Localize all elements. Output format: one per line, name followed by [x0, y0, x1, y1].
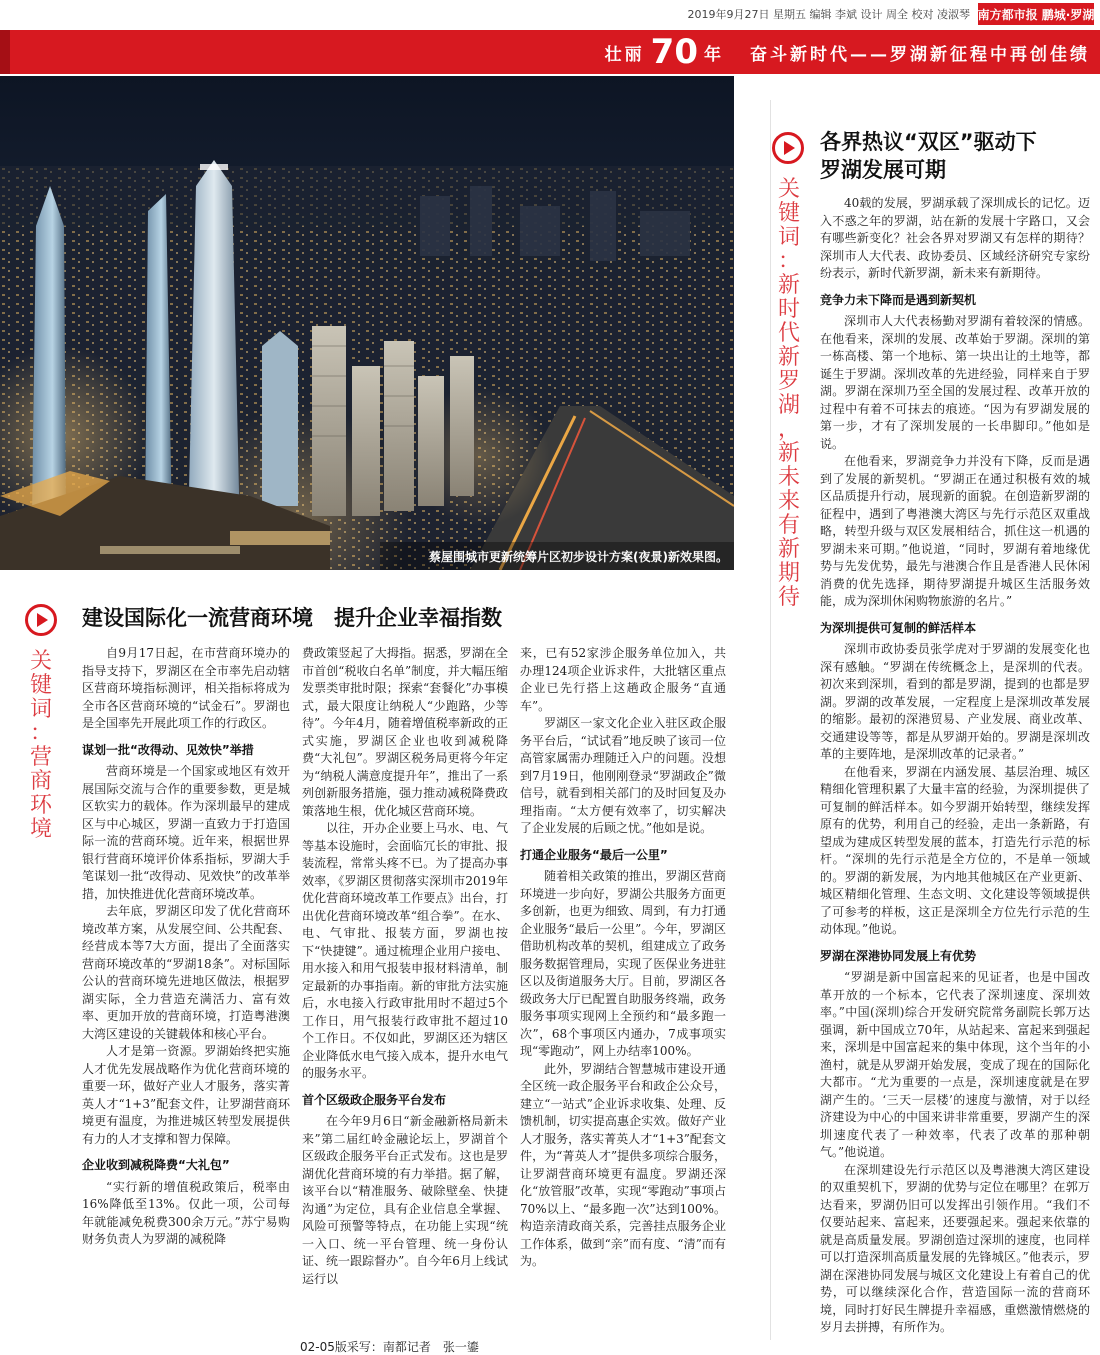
banner-number: 70 [650, 32, 698, 72]
paragraph: 来，已有52家涉企服务单位加入，共办理124项企业诉求件，大批辖区重点企业已先行搭上这趟政企服务“直通车”。 [520, 646, 726, 713]
banner-slogan [440, 30, 1090, 74]
keyword-char: 新 [777, 273, 800, 298]
paragraph: 费政策竖起了大拇指。据悉，罗湖在全市首创“税收白名单”制度，并大幅压缩发票类审批时限；探索“套餐化”办事模式，最大限度让纳税人“少跑路，少等待”。今年4月，随着增值税率新政的正式实施，罗湖区企业也收到减税降费“大礼包”。罗湖区税务局更将今年定为“纳税人满意度提升年”，推出了一系列创新服务措施，强力推动减税降费政策落地生根，优化城区营商环境。 [302, 646, 508, 818]
paragraph: 人才是第一资源。罗湖始终把实施人才优先发展战略作为优化营商环境的重要一环，做好产业人才服务，落实菁英人才“1+3”配套文件，让罗湖营商环境更有温度，为推进城区转型发展提供有力的人才支撑和智力保障。 [82, 1044, 290, 1146]
banner-accent [0, 30, 10, 74]
paragraph: 自9月17日起，在市营商环境办的指导支持下，罗湖区在全市率先启动辖区营商环境指标测评，相关指标将成为全市各区营商环境的“试金石”。罗湖也是全国率先开展此项工作的行政区。 [82, 646, 290, 730]
headline-line-2: 罗湖发展可期 [820, 158, 946, 182]
paragraph: 在今年9月6日“新金融新格局新未来”第二届红岭金融论坛上，罗湖首个区级政企服务平台正式发布。这也是罗湖优化营商环境的有力举措。据了解，该平台以“精准服务、破除壁垒、快捷沟通”为定位，具有企业信息全掌握、风险可预警等特点，在功能上实现“统一入口、统一平台管理、统一身份认证、统一跟踪督办”。自今年6月上线试运行以 [302, 1114, 508, 1286]
keyword-char: 湖 [777, 393, 800, 418]
keyword-char: 关 [29, 649, 52, 674]
keyword-char: 键 [29, 673, 52, 698]
city-night-photo [0, 76, 734, 570]
left-article-column-2 [302, 645, 508, 1335]
paragraph: 深圳市人大代表杨勤对罗湖有着较深的情感。在他看来，深圳的发展、改革始于罗湖。深圳的第一栋高楼、第一个地标、第一块出让的土地等，都诞生于罗湖。深圳改革的先进经验，同样来自于罗湖。罗湖在深圳乃至全国的发展过程、改革开放的过程中有着不可抹去的痕迹。“因为有罗湖发展的第一步，才有了深圳发展的一长串脚印。”他如是说。 [820, 314, 1090, 451]
keyword-char: 有 [777, 513, 800, 538]
left-article-headline: 建设国际化一流营商环境 提升企业幸福指数 [82, 606, 502, 630]
keyword-char: 时 [777, 297, 800, 322]
keyword-char: 营 [29, 745, 52, 770]
banner-part-b: 年 [704, 44, 724, 65]
newspaper-logo: 南方都市报 鹏城·罗湖 [978, 3, 1094, 25]
right-article-headline [820, 128, 1090, 184]
reporter-byline: 02-05版采写：南都记者 张一鎏 [300, 1340, 479, 1354]
keyword-char: ： [777, 249, 800, 274]
subheading: 谋划一批“改得动、见效快”举措 [82, 742, 254, 757]
keyword-char: 期 [777, 561, 800, 586]
paragraph: 随着相关政策的推出，罗湖区营商环境进一步向好，罗湖公共服务方面更多创新，也更为细致、周到，有力打通企业服务“最后一公里”。今年，罗湖区借助机构改革的契机，组建成立了政务服务数据管理局，实现了医保业务进驻区以及街道服务大厅。目前，罗湖区各级政务大厅已配置自助服务终端，政务服务事项实现网上全预约和“最多跑一次”，68个事项区内通办，7成事项实现“零跑动”，网上办结率100%。 [520, 869, 726, 1058]
keyword-char: ： [29, 721, 52, 746]
headline-line-1: 各界热议“双区”驱动下 [820, 130, 1037, 154]
keyword-char: 键 [777, 201, 800, 226]
paragraph: 在他看来，罗湖竞争力并没有下降，反而是遇到了发展的新契机。“罗湖正在通过积极有效的城区品质提升行动，展现新的面貌。在创造新罗湖的征程中，遇到了粤港澳大湾区与先行示范区双重战略，转型升级与双区发展相结合，抓住这一机遇的罗湖未来可期。”他说道，“同时，罗湖有着地缘优势与先发优势，最先与港澳合作且是香港人民休闲消费的优先选择，期待罗湖提升城区生活服务效能，成为深圳休闲购物旅游的名片。” [820, 454, 1090, 608]
keyword-char: 词 [29, 697, 52, 722]
subheading: 罗湖在深港协同发展上有优势 [820, 948, 977, 963]
paragraph: 罗湖区一家文化企业入驻区政企服务平台后，“试试看”地反映了该司一位高管家属需办理随迁入户的问题。没想到7月19日，他刚刚登录“罗湖政企”微信号，就看到相关部门的及时回复及办理指南。“太方便有效率了，切实解决了企业发展的后顾之忧。”他如是说。 [520, 716, 726, 835]
keyword-char: 新 [777, 441, 800, 466]
keyword-char: 未 [777, 465, 800, 490]
paragraph: “罗湖是新中国富起来的见证者，也是中国改革开放的一个标本，它代表了深圳速度、深圳效率。”中国(深圳)综合开发研究院常务副院长郭万达强调，新中国成立70年，从站起来、富起来到强起来，深圳是中国富起来的集中体现，这个当年的小渔村，就是从罗湖开始发展，变成了现在的国际化大都市。“尤为重要的一点是，深圳速度就是在罗湖产生的。‘三天一层楼’的速度与激情，对于以经济建设为中心的中国来讲非常重要，罗湖产生的深圳速度代表了一种效率，代表了改革的那种朝气。”他说道。 [820, 970, 1090, 1159]
paragraph: 营商环境是一个国家或地区有效开展国际交流与合作的重要参数，更是城区软实力的载体。作为深圳最早的建成区与中心城区，罗湖一直致力于打造国际一流的营商环境。近年来，根据世界银行营商环境评价体系指标，罗湖大手笔谋划一批“改得动、见效快”的改革举措，加快推进优化营商环境改革。 [82, 764, 290, 901]
keyword-char: 商 [29, 769, 52, 794]
paragraph: “实行新的增值税政策后，税率由16%降低至13%。仅此一项，公司每年就能减免税费300余万元。”苏宁易购财务负责人为罗湖的减税降 [82, 1179, 290, 1246]
paragraph: 去年底，罗湖区印发了优化营商环境改革方案，从发展空间、公共配套、经营成本等7大方面，提出了全面落实营商环境改革的“罗湖18条”。对标国际公认的营商环境先进地区做法，根据罗湖实际，全力营造充满活力、富有效率、更加开放的营商环境，打造粤港澳大湾区建设的关键载体和核心平台。 [82, 904, 290, 1041]
paragraph: 在深圳建设先行示范区以及粤港澳大湾区建设的双重契机下，罗湖的优势与定位在哪里？在郭万达看来，罗湖仍旧可以发挥出引领作用。“我们不仅要站起来、富起来，还要强起来。强起来依靠的就是高质量发展。罗湖创造过深圳的速度，也同样可以打造深圳高质量发展的先锋城区。”他表示，罗湖在深港协同发展与城区文化建设上有着自己的优势，可以继续深化合作，营造国际一流的营商环境，同时打好民生牌提升幸福感，重燃激情燃烧的岁月去拼搏，有所作为。 [820, 1162, 1090, 1334]
play-circle-icon [771, 131, 805, 165]
banner-part-a: 壮丽 [604, 44, 645, 65]
keyword-char: 罗 [777, 369, 800, 394]
paragraph: 40载的发展，罗湖承载了深圳成长的记忆。迈入不惑之年的罗湖，站在新的发展十字路口，又会有哪些新变化？社会各界对罗湖又有怎样的期待？深圳市人大代表、政协委员、区域经济研究专家纷纷表示，新时代新罗湖，新未来有新期待。 [820, 196, 1090, 280]
keyword-char: 环 [29, 793, 52, 818]
column-divider [770, 100, 771, 1340]
subheading: 竞争力未下降而是遇到新契机 [820, 292, 977, 307]
subheading: 打通企业服务“最后一公里” [520, 847, 668, 862]
keyword-char: 词 [777, 225, 800, 250]
subheading: 首个区级政企服务平台发布 [302, 1092, 447, 1107]
keyword-char: 代 [777, 321, 800, 346]
page-info-line: 2019年9月27日 星期五 编辑 李斌 设计 周全 校对 凌淑琴 [687, 8, 970, 21]
play-circle-icon [24, 603, 58, 637]
paragraph: 在他看来，罗湖在内涵发展、基层治理、城区精细化管理积累了大量丰富的经验，为深圳提供了可复制的鲜活样本。如今罗湖开始转型，继续发挥原有的优势，利用自己的经验，走出一条新路，有望成为建成区转型发展的蓝本，打造先行示范的标杆。“深圳的先行示范是全方位的，不是单一领域的。罗湖的新发展，为内地其他城区在产业更新、城区精细化管理、生态文明、文化建设等领域提供了可参考的样板，这正是深圳全方位先行示范的生动体现。”他说。 [820, 764, 1090, 936]
paragraph: 此外，罗湖结合智慧城市建设开通全区统一政企服务平台和政企公众号，建立“一站式”企业诉求收集、处理、反馈机制，切实提高惠企实效。做好产业人才服务，落实菁英人才“1+3”配套文件，为“菁英人才”提供多项综合服务，让罗湖营商环境更有温度。罗湖还深化“放管服”改革，实现“零跑动”事项占70%以上、“最多跑一次”达到100%。构造亲清政商关系，完善挂点服务企业工作体系，做到“亲”而有度、“清”而有为。 [520, 1061, 726, 1268]
keyword-char: 来 [777, 489, 800, 514]
keyword-char: 新 [777, 345, 800, 370]
paragraph: 深圳市政协委员张学虎对于罗湖的发展变化也深有感触。“罗湖在传统概念上，是深圳的代表。初次来到深圳，看到的都是罗湖，提到的也都是罗湖。罗湖的改革发展，一定程度上是深圳改革发展的缩影。最初的深港贸易、产业发展、商业改革、交通建设等等，都是从罗湖开始的。罗湖是深圳改革的主要阵地，是深圳改革的记录者。” [820, 642, 1090, 761]
subheading: 为深圳提供可复制的鲜活样本 [820, 620, 977, 635]
subheading: 企业收到减税降费“大礼包” [82, 1158, 230, 1172]
photo-caption: 蔡屋围城市更新统筹片区初步设计方案(夜景)新效果图。 [429, 550, 728, 564]
keyword-char: 关 [777, 177, 800, 202]
right-keyword-vertical [776, 178, 802, 610]
keyword-char: 境 [29, 817, 52, 842]
keyword-char: 新 [777, 537, 800, 562]
left-keyword-vertical [28, 650, 54, 842]
paragraph: 以往，开办企业要上马水、电、气等基本设施时，会面临冗长的审批、报装流程，常常头疼不已。为了提高办事效率，《罗湖区贯彻落实深圳市2019年优化营商环境改革工作要点》出台，打出优化营商环境改革“组合拳”。在水、电、气审批、报装方面，罗湖也按下“快捷键”。通过梳理企业用户接电、用水接入和用气报装申报材料清单，制定最新的办事指南。新的审批方法实施后，水电接入行政审批用时不超过5个工作日，用气报装行政审批不超过10个工作日。不仅如此，罗湖区还为辖区企业降低水电气接入成本，提升水电气的服务水平。 [302, 821, 508, 1080]
right-article-body [820, 195, 1090, 1340]
keyword-char: 待 [777, 585, 800, 610]
city-night-illustration [0, 76, 734, 570]
keyword-char: ， [777, 417, 800, 442]
left-article-column-1 [82, 645, 290, 1335]
banner-part-c: 奋斗新时代——罗湖新征程中再创佳绩 [750, 44, 1090, 65]
left-article-column-3 [520, 645, 726, 1335]
